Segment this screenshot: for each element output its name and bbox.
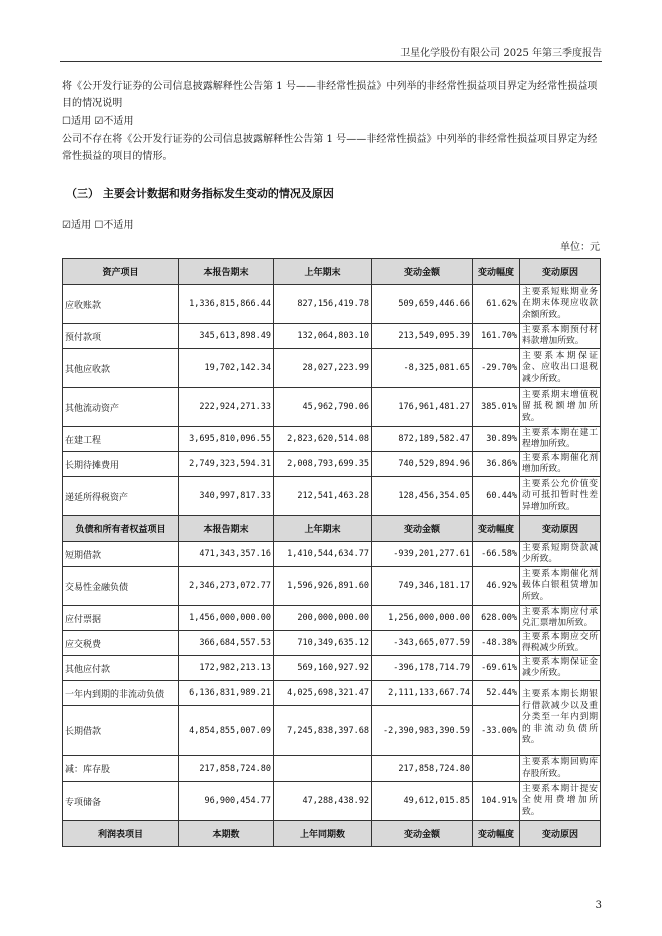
item-name: 应交税费 <box>63 631 179 656</box>
item-name: 其他应付款 <box>63 656 179 681</box>
change-reason: 主要系本期催化剂载体白银租赁增加所致。 <box>520 567 601 606</box>
column-header: 本报告期末 <box>179 259 274 285</box>
table-row <box>63 285 601 324</box>
column-header: 变动金额 <box>372 821 473 847</box>
column-header: 变动原因 <box>520 259 601 285</box>
column-header: 变动幅度 <box>473 259 520 285</box>
change-reason: 主要系本期保证金减少所致。 <box>520 656 601 681</box>
table-row <box>63 477 601 516</box>
table-row <box>63 681 601 706</box>
table-row <box>63 631 601 656</box>
change-percent: -33.00% <box>473 706 520 756</box>
column-header: 变动原因 <box>520 821 601 847</box>
column-header: 变动原因 <box>520 516 601 542</box>
change-reason: 主要系本期在建工程增加所致。 <box>520 427 601 452</box>
change-percent: 61.62% <box>473 285 520 324</box>
prior-period-value: 47,288,438.92 <box>274 782 372 821</box>
prior-period-value: 28,027,223.99 <box>274 349 372 388</box>
column-header: 变动幅度 <box>473 821 520 847</box>
item-name: 在建工程 <box>63 427 179 452</box>
table-row <box>63 606 601 631</box>
header-rule <box>60 61 602 62</box>
change-reason: 主要系本期应交所得税减少所致。 <box>520 631 601 656</box>
item-name: 应付票据 <box>63 606 179 631</box>
change-percent: 628.00% <box>473 606 520 631</box>
prior-period-value: 1,596,926,891.60 <box>274 567 372 606</box>
current-period-value: 3,695,810,096.55 <box>179 427 274 452</box>
current-period-value: 222,924,271.33 <box>179 388 274 427</box>
change-amount: -2,390,983,390.59 <box>372 706 473 756</box>
table-row <box>63 452 601 477</box>
table-row <box>63 388 601 427</box>
prior-period-value: 710,349,635.12 <box>274 631 372 656</box>
current-period-value: 471,343,357.16 <box>179 542 274 567</box>
prior-period-value: 1,410,544,634.77 <box>274 542 372 567</box>
column-header: 变动金额 <box>372 516 473 542</box>
item-name: 预付款项 <box>63 324 179 349</box>
item-name: 专项储备 <box>63 782 179 821</box>
change-percent: 161.70% <box>473 324 520 349</box>
change-amount: 1,256,000,000.00 <box>372 606 473 631</box>
item-name: 其他应收款 <box>63 349 179 388</box>
change-amount: 2,111,133,667.74 <box>372 681 473 706</box>
change-reason: 主要系本期保证金、应收出口退税减少所致。 <box>520 349 601 388</box>
change-percent <box>473 756 520 782</box>
table-row <box>63 542 601 567</box>
table-row <box>63 656 601 681</box>
change-reason: 主要系本期回购库存股所致。 <box>520 756 601 782</box>
profit-header-row <box>63 821 601 847</box>
item-name: 交易性金融负债 <box>63 567 179 606</box>
section-title: （三） 主要会计数据和财务指标发生变动的情况及原因 <box>66 187 334 200</box>
change-percent: 385.01% <box>473 388 520 427</box>
column-header: 本报告期末 <box>179 516 274 542</box>
item-name: 长期待摊费用 <box>63 452 179 477</box>
table-row <box>63 427 601 452</box>
table-row <box>63 756 601 782</box>
liability-header-row <box>63 516 601 542</box>
change-amount: -396,178,714.79 <box>372 656 473 681</box>
column-header: 上年期末 <box>274 516 372 542</box>
current-period-value: 1,336,815,866.44 <box>179 285 274 324</box>
unit-label: 单位：元 <box>560 242 600 253</box>
change-amount: 217,858,724.80 <box>372 756 473 782</box>
page-header: 卫星化学股份有限公司 2025 年第三季度报告 <box>400 48 602 59</box>
column-header: 变动金额 <box>372 259 473 285</box>
change-reason: 主要系本期应付承兑汇票增加所致。 <box>520 606 601 631</box>
current-period-value: 1,456,000,000.00 <box>179 606 274 631</box>
column-header: 本期数 <box>179 821 274 847</box>
prior-period-value <box>274 756 372 782</box>
applicability-checkbox-1: ☐适用 ☑不适用 <box>62 116 134 127</box>
change-amount: -939,201,277.61 <box>372 542 473 567</box>
column-header: 上年期末 <box>274 259 372 285</box>
page-body <box>62 78 600 847</box>
prior-period-value: 212,541,463.28 <box>274 477 372 516</box>
change-amount: -343,665,077.59 <box>372 631 473 656</box>
intro-paragraph-2: 公司不存在将《公开发行证券的公司信息披露解释性公告第 1 号——非经常性损益》中列举的非经常性损益项目界定为经常性损益的项目的情形。 <box>62 134 598 162</box>
item-name: 递延所得税资产 <box>63 477 179 516</box>
item-name: 应收账款 <box>63 285 179 324</box>
change-percent: 104.91% <box>473 782 520 821</box>
column-header: 资产项目 <box>63 259 179 285</box>
change-reason: 主要系本期催化剂增加所致。 <box>520 452 601 477</box>
change-percent: 36.86% <box>473 452 520 477</box>
item-name: 一年内到期的非流动负债 <box>63 681 179 706</box>
change-amount: 509,659,446.66 <box>372 285 473 324</box>
applicability-checkbox-2: ☑适用 ☐不适用 <box>62 220 134 231</box>
intro-paragraph-1: 将《公开发行证券的公司信息披露解释性公告第 1 号——非经常性损益》中列举的非经常性损益项目界定为经常性损益项目的情况说明 <box>62 81 598 109</box>
table-row <box>63 349 601 388</box>
current-period-value: 340,997,817.33 <box>179 477 274 516</box>
change-percent: -69.61% <box>473 656 520 681</box>
table-row <box>63 567 601 606</box>
change-reason: 主要系期末增值税留抵税额增加所致。 <box>520 388 601 427</box>
item-name: 长期借款 <box>63 706 179 756</box>
current-period-value: 96,900,454.77 <box>179 782 274 821</box>
change-reason: 主要系本期计提安全使用费增加所致。 <box>520 782 601 821</box>
item-name: 短期借款 <box>63 542 179 567</box>
current-period-value: 19,702,142.34 <box>179 349 274 388</box>
current-period-value: 4,854,855,007.09 <box>179 706 274 756</box>
financial-change-table <box>62 258 601 847</box>
change-reason: 主要系公允价值变动可抵扣暂时性差异增加所致。 <box>520 477 601 516</box>
table-row <box>63 324 601 349</box>
change-amount: 749,346,181.17 <box>372 567 473 606</box>
item-name: 其他流动资产 <box>63 388 179 427</box>
change-reason: 主要系本期预付材料款增加所致。 <box>520 324 601 349</box>
prior-period-value: 569,160,927.92 <box>274 656 372 681</box>
change-amount: -8,325,081.65 <box>372 349 473 388</box>
table-row <box>63 782 601 821</box>
change-reason: 主要系本期长期银行借款减少以及重分类至一年内到期的非流动负债所致。 <box>520 681 601 756</box>
change-percent: -29.70% <box>473 349 520 388</box>
prior-period-value: 827,156,419.78 <box>274 285 372 324</box>
change-reason: 主要系短账期业务在期末体现应收款余额所致。 <box>520 285 601 324</box>
change-amount: 872,189,582.47 <box>372 427 473 452</box>
prior-period-value: 2,008,793,699.35 <box>274 452 372 477</box>
change-amount: 128,456,354.05 <box>372 477 473 516</box>
column-header: 上年同期数 <box>274 821 372 847</box>
asset-header-row <box>63 259 601 285</box>
prior-period-value: 4,025,698,321.47 <box>274 681 372 706</box>
change-amount: 740,529,894.96 <box>372 452 473 477</box>
change-percent: -66.58% <box>473 542 520 567</box>
page-number: 3 <box>595 900 602 911</box>
prior-period-value: 45,962,790.06 <box>274 388 372 427</box>
current-period-value: 345,613,898.49 <box>179 324 274 349</box>
change-percent: 46.92% <box>473 567 520 606</box>
current-period-value: 6,136,831,989.21 <box>179 681 274 706</box>
current-period-value: 2,346,273,072.77 <box>179 567 274 606</box>
current-period-value: 366,684,557.53 <box>179 631 274 656</box>
change-reason: 主要系短期贷款减少所致。 <box>520 542 601 567</box>
change-percent: -48.38% <box>473 631 520 656</box>
prior-period-value: 2,823,620,514.08 <box>274 427 372 452</box>
change-amount: 176,961,481.27 <box>372 388 473 427</box>
prior-period-value: 7,245,838,397.68 <box>274 706 372 756</box>
change-amount: 213,549,095.39 <box>372 324 473 349</box>
prior-period-value: 132,064,803.10 <box>274 324 372 349</box>
change-amount: 49,612,015.85 <box>372 782 473 821</box>
current-period-value: 217,858,724.80 <box>179 756 274 782</box>
prior-period-value: 200,000,000.00 <box>274 606 372 631</box>
column-header: 负债和所有者权益项目 <box>63 516 179 542</box>
change-percent: 52.44% <box>473 681 520 706</box>
item-name: 减：库存股 <box>63 756 179 782</box>
change-percent: 60.44% <box>473 477 520 516</box>
change-percent: 30.89% <box>473 427 520 452</box>
column-header: 变动幅度 <box>473 516 520 542</box>
current-period-value: 2,749,323,594.31 <box>179 452 274 477</box>
current-period-value: 172,982,213.13 <box>179 656 274 681</box>
column-header: 利润表项目 <box>63 821 179 847</box>
